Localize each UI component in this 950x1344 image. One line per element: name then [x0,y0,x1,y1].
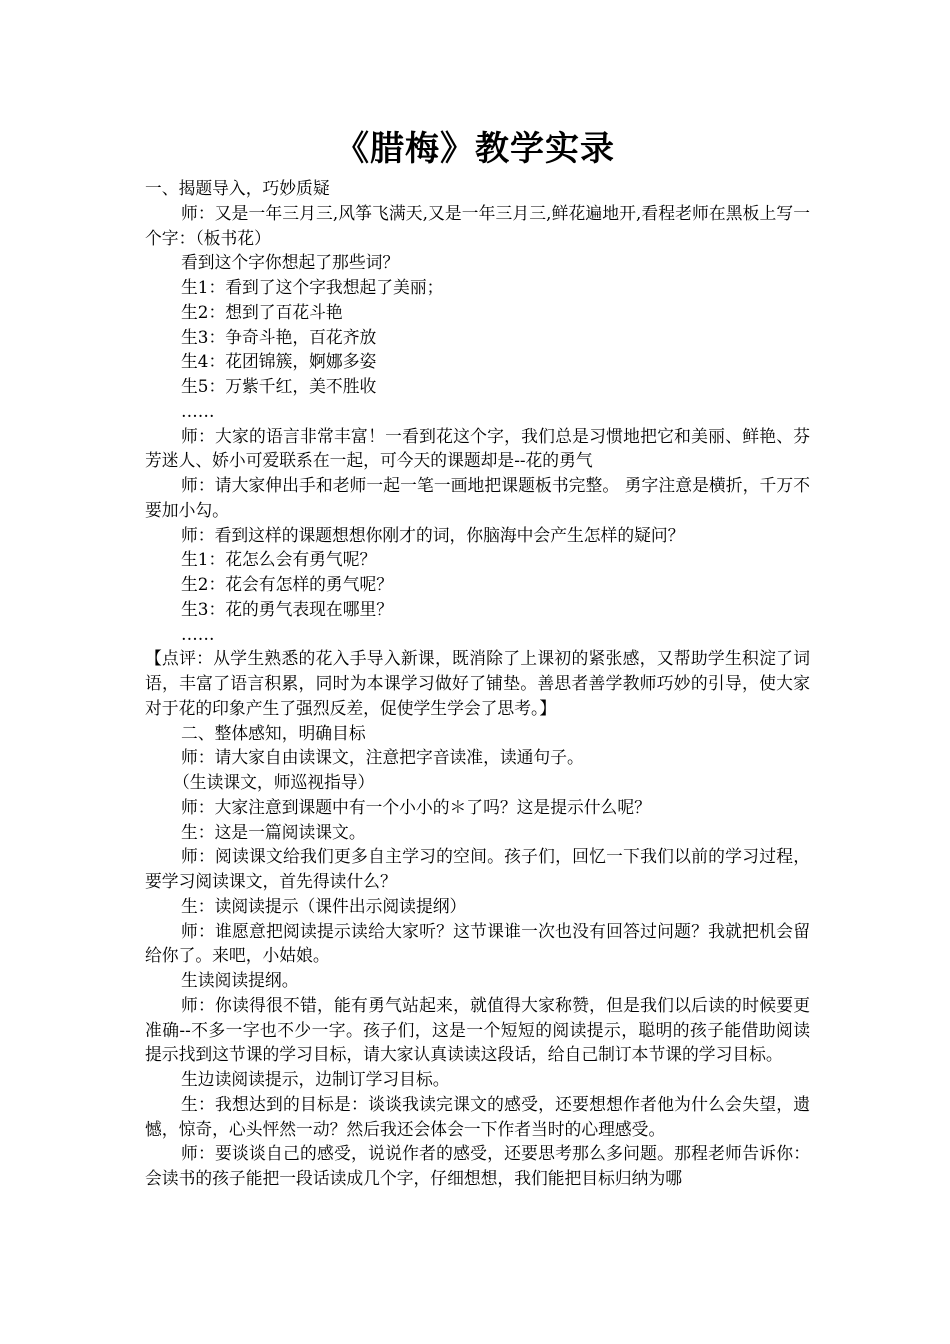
document-body [145,176,810,1191]
paragraph: 生2：想到了百花斗艳 [181,301,343,322]
paragraph: （生读课文，师巡视指导） [173,772,375,792]
paragraph: 师：要谈谈自己的感受，说说作者的感受，还要思考那么多问题。那程老师告诉你：会读书的孩子能把一段话读成几个字，仔细想想，我们能把目标归纳为哪 [145,1143,810,1188]
paragraph: 师：请大家伸出手和老师一起一笔一画地把课题板书完整。 勇字注意是横折，千万不要加小勾。 [145,475,810,520]
paragraph: 生5：万紫千红，美不胜收 [181,376,377,396]
paragraph: 生读阅读提纲。 [181,970,299,990]
paragraph: 一、揭题导入，巧妙质疑 [145,178,330,198]
paragraph: 【点评：从学生熟悉的花入手导入新课，既消除了上课初的紧张感，又帮助学生积淀了词语，丰富了语言积累，同时为本课学习做好了铺垫。善思者善学教师巧妙的引导，使大家对于花的印象产生了强烈反差，促使学生学会了思考。】 [145,648,810,718]
paragraph: 生4：花团锦簇，婀娜多姿 [181,351,377,372]
paragraph: 生：我想达到的目标是：谈谈我读完课文的感受，还要想想作者他为什么会失望，遗憾，惊奇，心头怦然一动？然后我还会体会一下作者当时的心理感受。 [145,1093,810,1139]
paragraph: 生3：争奇斗艳，百花齐放 [181,326,377,347]
paragraph: 师：请大家自由读课文，注意把字音读准，读通句子。 [181,747,584,768]
paragraph: 师：谁愿意把阅读提示读给大家听？这节课谁一次也没有回答过问题？我就把机会留给你了。来吧，小姑娘。 [145,920,810,966]
paragraph: 生边读阅读提示，边制订学习目标。 [181,1069,450,1089]
paragraph: 看到这个字你想起了那些词？ [181,252,400,273]
paragraph: 生：读阅读提示（课件出示阅读提纲） [181,895,467,916]
document-title: 《腊梅》教学实录 [335,129,615,169]
paragraph: 师：你读得很不错，能有勇气站起来，就值得大家称赞，但是我们以后读的时候要更准确--不多一字也不少一字。孩子们，这是一个短短的阅读提示，聪明的孩子能借助阅读提示找到这节课的学习目标，请大家认真读读这段话，给自己制订本节课的学习目标。 [145,994,810,1065]
paragraph: …… [181,400,215,421]
paragraph: 生1：花怎么会有勇气呢？ [181,549,377,570]
paragraph: 师：阅读课文给我们更多自主学习的空间。孩子们，回忆一下我们以前的学习过程，要学习阅读课文，首先得读什么？ [145,846,810,891]
paragraph: 生：这是一篇阅读课文。 [181,821,366,842]
paragraph: 师：大家的语言非常丰富！一看到花这个字，我们总是习惯地把它和美丽、鲜艳、芬芳迷人、娇小可爱联系在一起，可今天的课题却是--花的勇气 [145,425,810,471]
paragraph: 生2：花会有怎样的勇气呢？ [181,574,394,594]
paragraph: 生1：看到了这个字我想起了美丽； [181,277,444,297]
paragraph: 师：大家注意到课题中有一个小小的＊了吗？这是提示什么呢？ [181,796,651,817]
paragraph: 师：又是一年三月三,风筝飞满天,又是一年三月三,鲜花遍地开,看程老师在黑板上写一个字：（板书花） [145,202,810,248]
paragraph: 生3：花的勇气表现在哪里？ [181,598,394,619]
paragraph: …… [181,623,215,644]
paragraph: 师：看到这样的课题想想你刚才的词，你脑海中会产生怎样的疑问？ [181,524,685,545]
paragraph: 二、整体感知，明确目标 [181,722,366,743]
